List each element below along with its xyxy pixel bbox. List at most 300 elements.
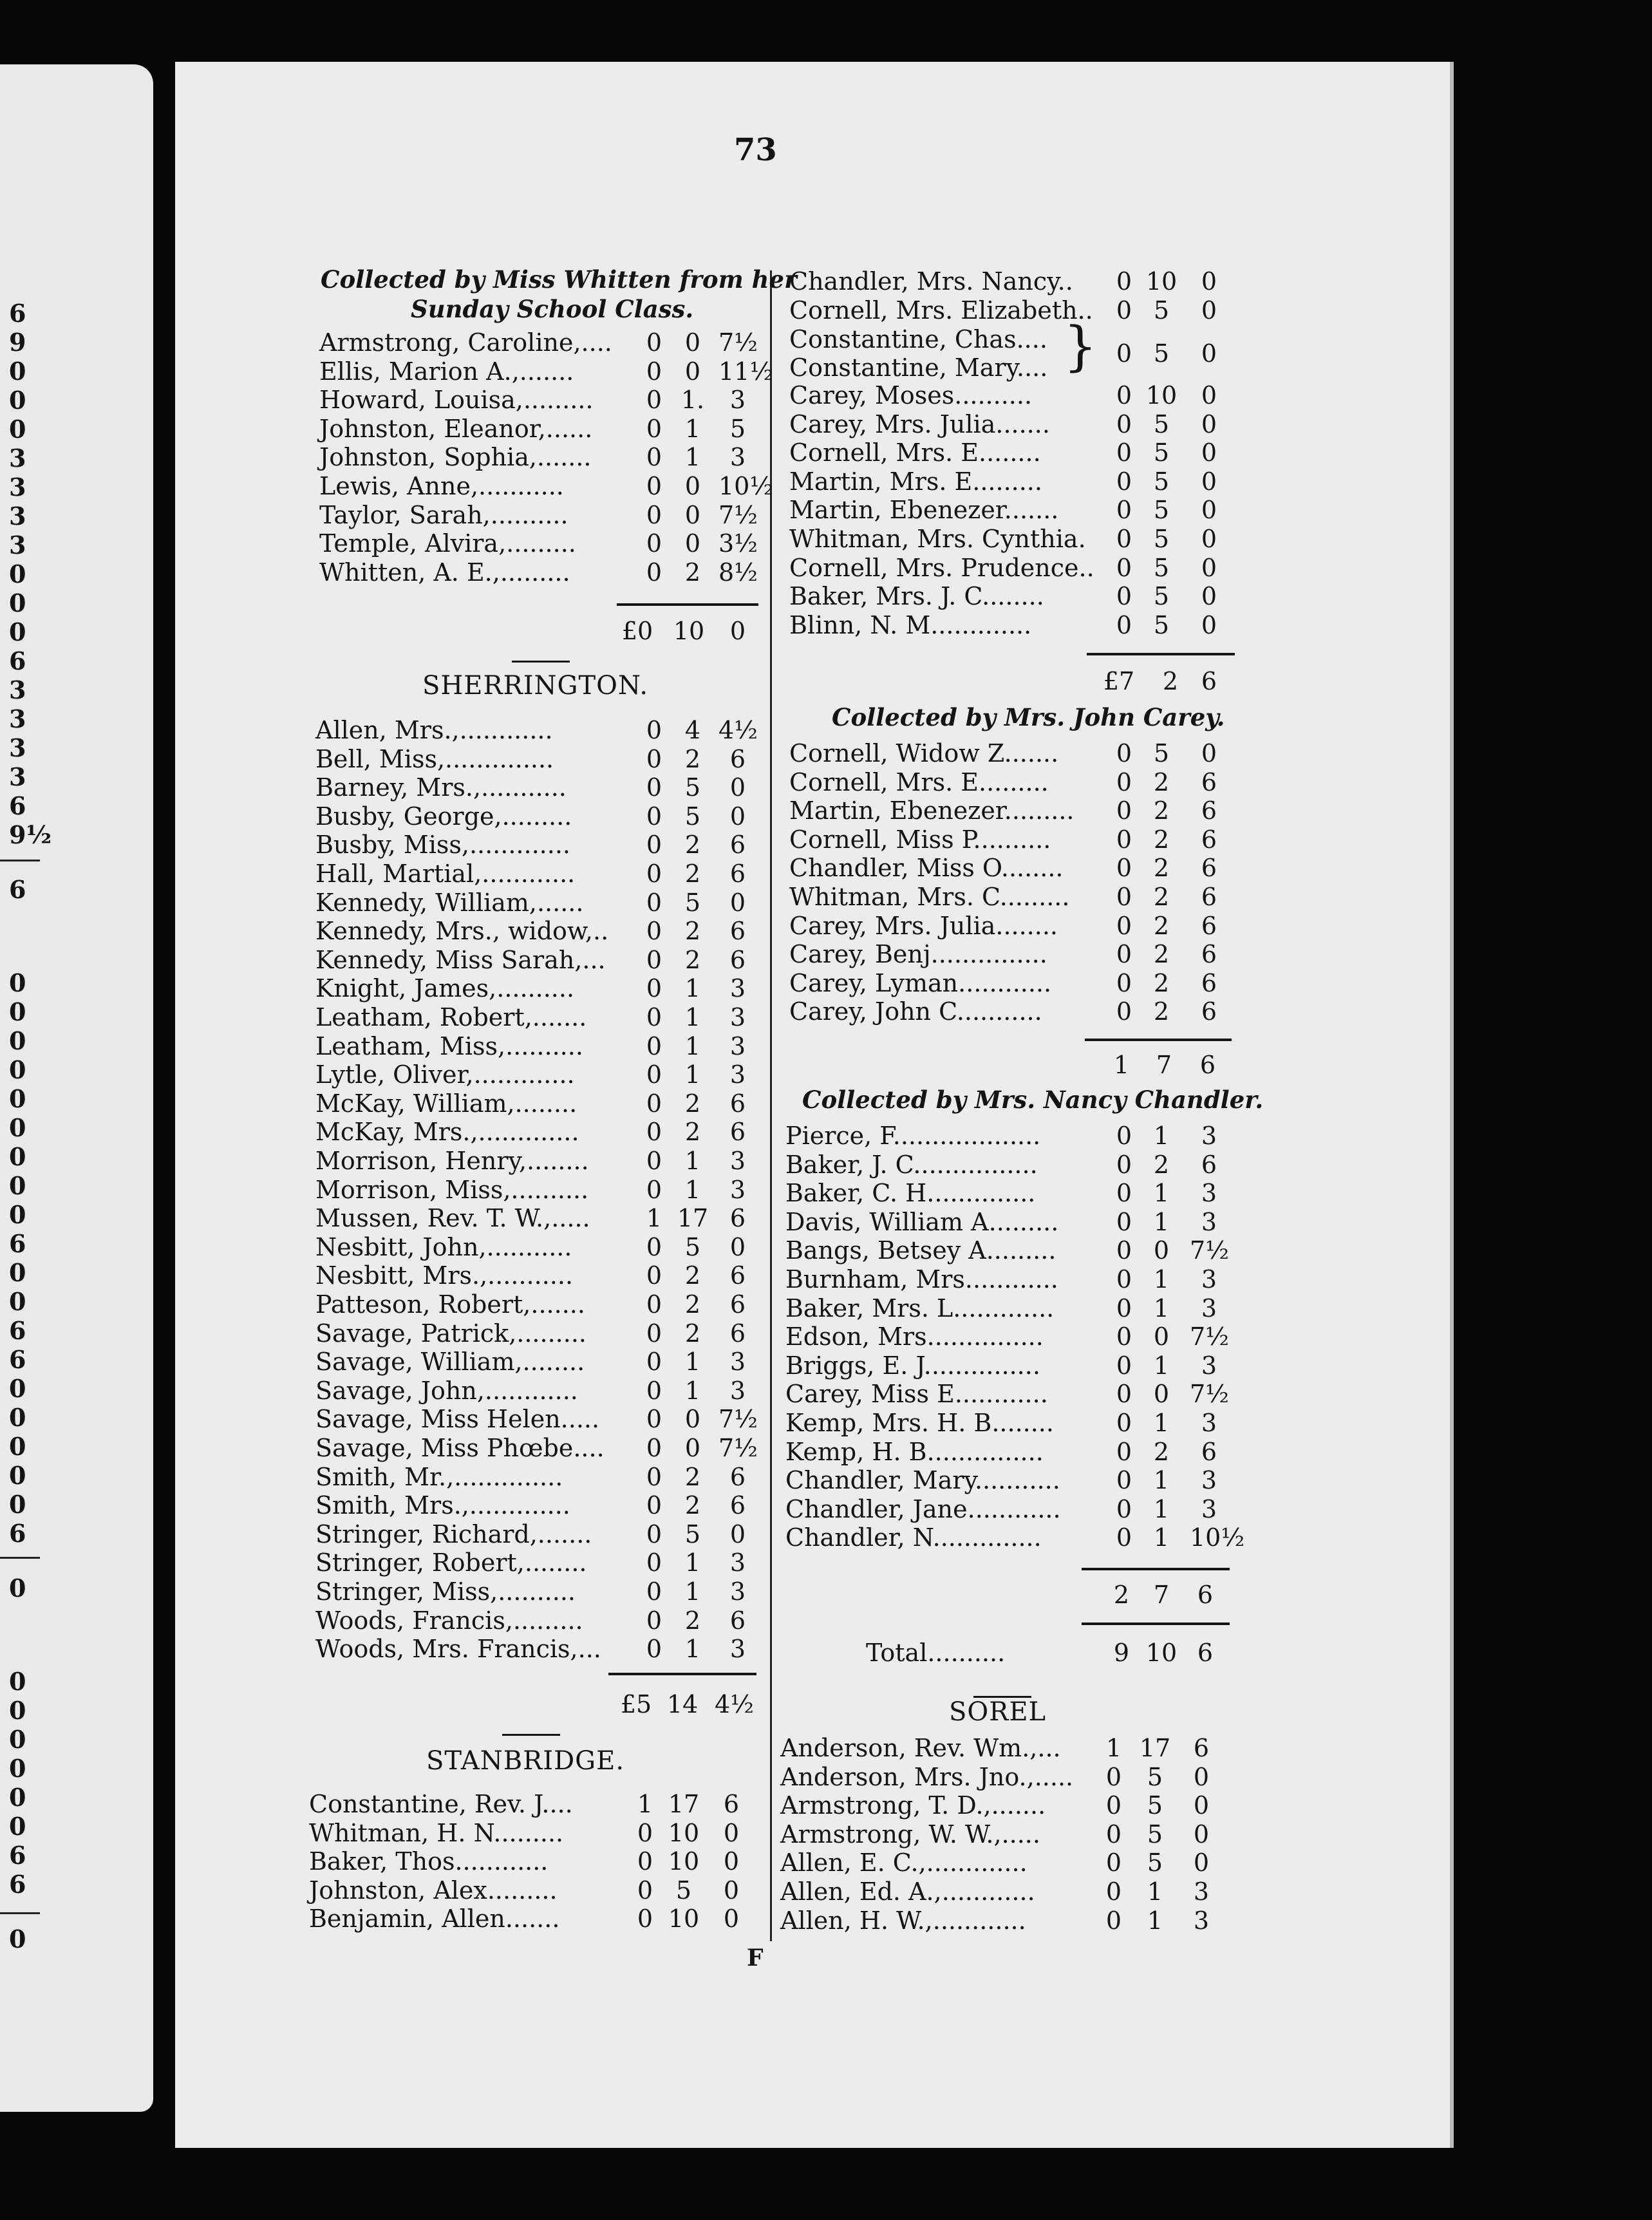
shillings: 2 — [684, 1491, 701, 1520]
margin-number: 6 — [9, 1345, 26, 1374]
pence: 4½ — [718, 716, 758, 744]
entry-name: Hall, Martial,............ — [315, 860, 576, 888]
margin-number: 6 — [9, 1841, 26, 1870]
pounds: 0 — [1116, 940, 1132, 969]
margin-number: 0 — [9, 588, 26, 617]
pounds: 0 — [1116, 739, 1132, 767]
total-row — [789, 1051, 1433, 1079]
pence: 6 — [1201, 825, 1217, 854]
shillings: 0 — [1153, 1380, 1170, 1409]
pence: 5 — [729, 414, 746, 443]
pounds: 0 — [646, 974, 662, 1003]
pence: 3 — [729, 1548, 746, 1577]
shillings: 1. — [681, 386, 705, 415]
entry-name: Stringer, Robert,........ — [315, 1548, 587, 1577]
entry-name: Bell, Miss,.............. — [315, 744, 554, 773]
pence: 0 — [1201, 739, 1217, 767]
pounds: 0 — [646, 558, 662, 587]
pence: 6 — [1201, 911, 1217, 940]
pounds: 0 — [646, 1060, 662, 1089]
list-item — [785, 1265, 1429, 1293]
pounds: 0 — [1116, 883, 1132, 911]
entry-name: Cornell, Mrs. E........ — [789, 438, 1041, 467]
entry-name: Lytle, Oliver,............. — [315, 1060, 575, 1089]
list-item — [789, 611, 1433, 639]
list-item — [789, 438, 1433, 467]
margin-number: 6 — [9, 1519, 26, 1548]
pence: 3 — [1201, 1122, 1217, 1150]
pounds: 0 — [646, 1261, 662, 1290]
shillings: 2 — [684, 917, 701, 946]
pounds: 0 — [1116, 825, 1132, 854]
entry-name: Whitman, H. N......... — [309, 1818, 564, 1847]
pence: 0 — [1201, 496, 1217, 525]
shillings: 7 — [1156, 1051, 1172, 1079]
pounds: 0 — [646, 802, 662, 831]
entry-name: Allen, E. C.,............. — [780, 1848, 1028, 1877]
pence: 6 — [729, 831, 746, 860]
shillings: 10 — [668, 1818, 700, 1847]
pence: 0 — [1201, 296, 1217, 325]
shillings: 5 — [1153, 553, 1170, 582]
nancy-total-rule — [1082, 1568, 1230, 1570]
pence: 6 — [729, 1606, 746, 1635]
pence: 6 — [729, 860, 746, 888]
list-item — [780, 1877, 1424, 1906]
pounds: 1 — [1113, 1051, 1130, 1079]
margin-number: 6 — [9, 1229, 26, 1258]
pounds: 0 — [646, 1175, 662, 1204]
pounds: 0 — [646, 1434, 662, 1462]
pence: 3 — [729, 1577, 746, 1606]
pounds: 0 — [646, 773, 662, 802]
shillings: 5 — [1153, 438, 1170, 467]
margin-number: 0 — [9, 1200, 26, 1229]
whitten-heading-line2: Sunday School Class. — [411, 295, 694, 323]
pence: 6 — [729, 945, 746, 974]
list-item — [315, 1606, 959, 1635]
entry-name: Baker, Thos............ — [309, 1847, 549, 1876]
pounds: £7 — [1103, 667, 1135, 695]
margin-number: 0 — [9, 1754, 26, 1783]
pounds: 0 — [1105, 1877, 1122, 1906]
list-item — [785, 1122, 1429, 1150]
entry-name: Carey, Moses.......... — [789, 381, 1033, 409]
pounds: 0 — [1116, 1236, 1132, 1265]
pounds: 0 — [646, 860, 662, 888]
entry-name: Kemp, H. B............... — [785, 1437, 1044, 1466]
shillings: 5 — [1153, 582, 1170, 611]
margin-number: 0 — [9, 1084, 26, 1113]
pence: 8½ — [718, 558, 758, 587]
pence: 0 — [1193, 1791, 1210, 1820]
pounds: 0 — [1116, 467, 1132, 496]
pence: 0 — [729, 888, 746, 917]
pence: 0 — [729, 617, 746, 645]
pence: 3 — [729, 974, 746, 1003]
total-row — [315, 1690, 959, 1718]
entry-name: Cornell, Mrs. Prudence.. — [789, 553, 1094, 582]
entry-name: Kennedy, Miss Sarah,... — [315, 945, 606, 974]
entry-name: Johnston, Alex......... — [309, 1876, 558, 1905]
entry-name: Howard, Louisa,......... — [319, 386, 594, 415]
shillings: 10 — [1145, 381, 1178, 409]
shillings: 2 — [684, 1606, 701, 1635]
pence: 6 — [1193, 1734, 1210, 1762]
pence: 6 — [1201, 968, 1217, 997]
margin-number: 0 — [9, 1783, 26, 1812]
margin-number: 0 — [9, 997, 26, 1026]
margin-number: 3 — [9, 473, 26, 502]
pence: 7½ — [1190, 1322, 1230, 1351]
pounds: 0 — [646, 1462, 662, 1491]
pounds: 1 — [1105, 1734, 1122, 1762]
entry-name: Savage, John,............ — [315, 1376, 578, 1405]
pence: 4½ — [715, 1690, 755, 1718]
total-row — [785, 1581, 1429, 1609]
pounds: £5 — [620, 1690, 652, 1718]
margin-number: 0 — [9, 1461, 26, 1490]
margin-number: 0 — [9, 386, 26, 415]
entry-name: Leatham, Miss,.......... — [315, 1031, 583, 1060]
shillings: 0 — [684, 529, 701, 558]
pence: 6 — [1201, 1150, 1217, 1179]
shillings: 2 — [684, 1118, 701, 1147]
pounds: 0 — [1116, 968, 1132, 997]
pounds: 2 — [1113, 1581, 1130, 1609]
entry-name: Carey, Mrs. Julia........ — [789, 911, 1058, 940]
entry-name: Savage, Patrick,......... — [315, 1319, 587, 1348]
pounds: 0 — [646, 917, 662, 946]
shillings: 2 — [684, 1261, 701, 1290]
shillings: 17 — [668, 1790, 700, 1818]
pence: 3 — [1193, 1877, 1210, 1906]
pounds: 0 — [1116, 1207, 1132, 1236]
total-row — [789, 667, 1433, 695]
carey-heading: Collected by Mrs. John Carey. — [832, 703, 1225, 731]
pence: 6 — [729, 1261, 746, 1290]
shillings: 0 — [684, 1434, 701, 1462]
entry-name: Barney, Mrs.,........... — [315, 773, 567, 802]
section-separator — [502, 1734, 560, 1736]
pounds: 0 — [646, 716, 662, 744]
margin-number: 0 — [9, 415, 26, 444]
pence: 3 — [1201, 1409, 1217, 1437]
margin-number: 9 — [9, 328, 26, 357]
shillings: 2 — [1153, 1437, 1170, 1466]
margin-number: 6 — [9, 299, 26, 328]
entry-name: Cornell, Widow Z....... — [789, 739, 1059, 767]
pounds: 0 — [646, 945, 662, 974]
sherrington-total-rule — [608, 1673, 756, 1675]
entry-name: Smith, Mr.,.............. — [315, 1462, 563, 1491]
pounds: 0 — [646, 443, 662, 472]
shillings: 1 — [684, 1376, 701, 1405]
pounds: 0 — [1116, 997, 1132, 1026]
shillings: 2 — [1153, 854, 1170, 883]
entry-name: Pierce, F................... — [785, 1122, 1041, 1150]
pence: 6 — [729, 1462, 746, 1491]
pounds: 0 — [1105, 1848, 1122, 1877]
pence: 7½ — [1190, 1380, 1230, 1409]
shillings: 17 — [677, 1204, 709, 1233]
entry-name: Mussen, Rev. T. W.,..... — [315, 1204, 590, 1233]
shillings: 2 — [684, 945, 701, 974]
shillings: 2 — [684, 744, 701, 773]
margin-rule — [0, 1912, 40, 1914]
pounds: 0 — [646, 1031, 662, 1060]
pounds: 0 — [1116, 1523, 1132, 1552]
pounds: 0 — [646, 1118, 662, 1147]
entry-name: Carey, Lyman............ — [789, 968, 1052, 997]
pence: 3 — [729, 1031, 746, 1060]
pence: 0 — [723, 1876, 740, 1905]
pounds: 0 — [1116, 1265, 1132, 1293]
margin-number: 0 — [9, 1574, 26, 1603]
entry-name: Briggs, E. J............... — [785, 1351, 1040, 1380]
pence: 6 — [729, 917, 746, 946]
entry-name: Burnham, Mrs............ — [785, 1265, 1058, 1293]
shillings: 2 — [1153, 1150, 1170, 1179]
entry-name: Carey, Miss E............ — [785, 1380, 1048, 1409]
pence: 7½ — [718, 328, 758, 357]
pence: 10½ — [718, 472, 774, 500]
entry-name: Armstrong, W. W.,..... — [780, 1820, 1040, 1848]
list-item — [780, 1906, 1424, 1935]
entry-name: Chandler, Miss O........ — [789, 854, 1064, 883]
pence: 0 — [1201, 525, 1217, 553]
list-item — [789, 768, 1433, 796]
shillings: 2 — [1153, 796, 1170, 825]
list-item — [780, 1734, 1424, 1762]
sherrington-title: SHERRINGTON. — [422, 671, 649, 701]
pounds: 0 — [646, 1548, 662, 1577]
pounds: 0 — [1116, 582, 1132, 611]
signature-mark: F — [747, 1944, 764, 1971]
entry-name: Cornell, Miss P.......... — [789, 825, 1051, 854]
total-row — [789, 339, 1433, 368]
shillings: 0 — [1153, 1236, 1170, 1265]
margin-number: 0 — [9, 1490, 26, 1519]
list-item — [780, 1848, 1424, 1877]
pence: 0 — [723, 1905, 740, 1933]
shillings: 2 — [684, 831, 701, 860]
pounds: 0 — [1116, 496, 1132, 525]
shillings: 10 — [1145, 267, 1178, 296]
entry-name: Cornell, Mrs. Elizabeth.. — [789, 296, 1093, 325]
margin-number: 0 — [9, 1432, 26, 1461]
page-number: 73 — [734, 132, 777, 168]
pence: 6 — [1201, 854, 1217, 883]
pence: 0 — [1193, 1848, 1210, 1877]
list-item — [785, 1409, 1429, 1437]
margin-number: 0 — [9, 1812, 26, 1841]
pounds: 0 — [646, 1519, 662, 1548]
pounds: 0 — [646, 1319, 662, 1348]
entry-name: Morrison, Henry,........ — [315, 1147, 589, 1175]
shillings: 17 — [1139, 1734, 1171, 1762]
entry-name: Chandler, Mary........... — [785, 1466, 1060, 1495]
list-item — [789, 883, 1433, 911]
pence: 3 — [1193, 1906, 1210, 1935]
entry-name: Stringer, Richard,....... — [315, 1519, 592, 1548]
shillings: 5 — [684, 802, 701, 831]
pounds: 1 — [637, 1790, 653, 1818]
list-item — [789, 912, 1433, 940]
pounds: 0 — [1116, 1293, 1132, 1322]
pounds: 0 — [646, 1635, 662, 1664]
pence: 3 — [1201, 1179, 1217, 1208]
list-item — [785, 1151, 1429, 1179]
entry-name: Benjamin, Allen....... — [309, 1905, 560, 1933]
shillings: 5 — [1153, 610, 1170, 639]
entry-name: Whitman, Mrs. C......... — [789, 883, 1070, 911]
pence: 3 — [1201, 1207, 1217, 1236]
pence: 0 — [1201, 553, 1217, 582]
shillings: 5 — [1147, 1762, 1163, 1791]
entry-name: Baker, C. H.............. — [785, 1179, 1036, 1208]
pence: 6 — [729, 1118, 746, 1147]
pence: 6 — [1201, 940, 1217, 969]
entry-name: Martin, Ebenezer......... — [789, 796, 1075, 825]
shillings: 10 — [1145, 1639, 1178, 1667]
shillings: 5 — [1153, 496, 1170, 525]
shillings: 5 — [1153, 296, 1170, 325]
shillings: 0 — [684, 328, 701, 357]
pounds: 0 — [646, 1348, 662, 1377]
pounds: 0 — [1116, 610, 1132, 639]
pounds: 0 — [646, 831, 662, 860]
pounds: 0 — [646, 1003, 662, 1031]
shillings: 10 — [673, 617, 705, 645]
list-item — [785, 1438, 1429, 1466]
pence: 0 — [1201, 610, 1217, 639]
margin-number: 3 — [9, 675, 26, 704]
margin-number: 0 — [9, 1924, 26, 1953]
pence: 7½ — [1190, 1236, 1230, 1265]
margin-number: 0 — [9, 1374, 26, 1403]
pounds: 0 — [637, 1905, 653, 1933]
entry-name: Martin, Ebenezer....... — [789, 496, 1059, 525]
pence: 0 — [729, 1232, 746, 1261]
shillings: 5 — [675, 1876, 692, 1905]
list-item — [789, 997, 1433, 1026]
shillings: 1 — [1153, 1494, 1170, 1523]
margin-number: 3 — [9, 502, 26, 531]
shillings: 2 — [1153, 767, 1170, 796]
entry-name: Lewis, Anne,........... — [319, 472, 564, 500]
pounds: 0 — [646, 1089, 662, 1118]
list-item — [789, 825, 1433, 854]
shillings: 0 — [1153, 1322, 1170, 1351]
shillings: 0 — [684, 472, 701, 500]
entry-name: Anderson, Rev. Wm.,... — [780, 1734, 1061, 1762]
pounds: 0 — [646, 357, 662, 386]
pounds: 0 — [646, 1232, 662, 1261]
entry-name: Savage, Miss Phœbe.... — [315, 1434, 605, 1462]
whitten-total-rule — [617, 603, 758, 606]
list-item — [789, 796, 1433, 825]
pounds: 0 — [637, 1818, 653, 1847]
shillings: 4 — [684, 716, 701, 744]
pence: 6 — [1201, 767, 1217, 796]
entry-name: Baker, Mrs. J. C........ — [789, 582, 1044, 611]
entry-name: Savage, Miss Helen..... — [315, 1405, 600, 1434]
shillings: 1 — [684, 443, 701, 472]
shillings: 1 — [1153, 1122, 1170, 1150]
shillings: 1 — [1153, 1351, 1170, 1380]
pounds: 0 — [646, 888, 662, 917]
pounds: 0 — [646, 1290, 662, 1319]
pounds: 0 — [1116, 1494, 1132, 1523]
entry-name: Allen, Mrs.,............ — [315, 716, 553, 744]
margin-number: 3 — [9, 444, 26, 473]
shillings: 2 — [1153, 911, 1170, 940]
shillings: 0 — [684, 357, 701, 386]
pence: 6 — [729, 1491, 746, 1520]
shillings: 0 — [684, 1405, 701, 1434]
shillings: 1 — [684, 1577, 701, 1606]
pounds: 0 — [637, 1876, 653, 1905]
nancy-heading: Collected by Mrs. Nancy Chandler. — [802, 1086, 1264, 1114]
pence: 7½ — [718, 1434, 758, 1462]
pounds: 0 — [646, 1577, 662, 1606]
pence: 3½ — [718, 529, 758, 558]
pence: 0 — [1201, 339, 1217, 368]
pounds: 0 — [1116, 553, 1132, 582]
shillings: 1 — [684, 1060, 701, 1089]
margin-number: 6 — [9, 791, 26, 820]
pence: 3 — [729, 1147, 746, 1175]
pence: 6 — [723, 1790, 740, 1818]
margin-number: 0 — [9, 1113, 26, 1142]
pence: 0 — [723, 1818, 740, 1847]
pounds: 0 — [646, 1405, 662, 1434]
entry-name: McKay, William,........ — [315, 1089, 577, 1118]
pounds: 0 — [646, 744, 662, 773]
margin-rule — [0, 1557, 40, 1559]
pounds: 0 — [646, 1491, 662, 1520]
list-item — [785, 1466, 1429, 1494]
margin-rule — [0, 860, 40, 861]
pounds: £0 — [621, 617, 653, 645]
pence: 10½ — [1190, 1523, 1245, 1552]
pence: 3 — [1201, 1351, 1217, 1380]
shillings: 5 — [684, 1232, 701, 1261]
pence: 6 — [729, 1319, 746, 1348]
pounds: 0 — [1116, 525, 1132, 553]
list-item — [315, 1548, 959, 1577]
pence: 0 — [729, 802, 746, 831]
section-separator — [512, 661, 570, 663]
pence: 6 — [1201, 1437, 1217, 1466]
margin-number: 0 — [9, 1171, 26, 1200]
shillings: 2 — [684, 1290, 701, 1319]
margin-number: 0 — [9, 617, 26, 646]
pounds: 0 — [1116, 796, 1132, 825]
pounds: 0 — [1116, 1322, 1132, 1351]
entry-name: Busby, Miss,............. — [315, 831, 570, 860]
whitten-heading-line1: Collected by Miss Whitten from her — [321, 265, 797, 294]
shillings: 7 — [1153, 1581, 1170, 1609]
entry-name: Carey, Benj............... — [789, 940, 1047, 969]
entry-name: Chandler, N.............. — [785, 1523, 1042, 1552]
pence: 6 — [1201, 667, 1217, 695]
pounds: 0 — [1116, 911, 1132, 940]
entry-name: Whitman, Mrs. Cynthia. — [789, 525, 1086, 553]
margin-number: 0 — [9, 1696, 26, 1725]
margin-number: 0 — [9, 1667, 26, 1696]
